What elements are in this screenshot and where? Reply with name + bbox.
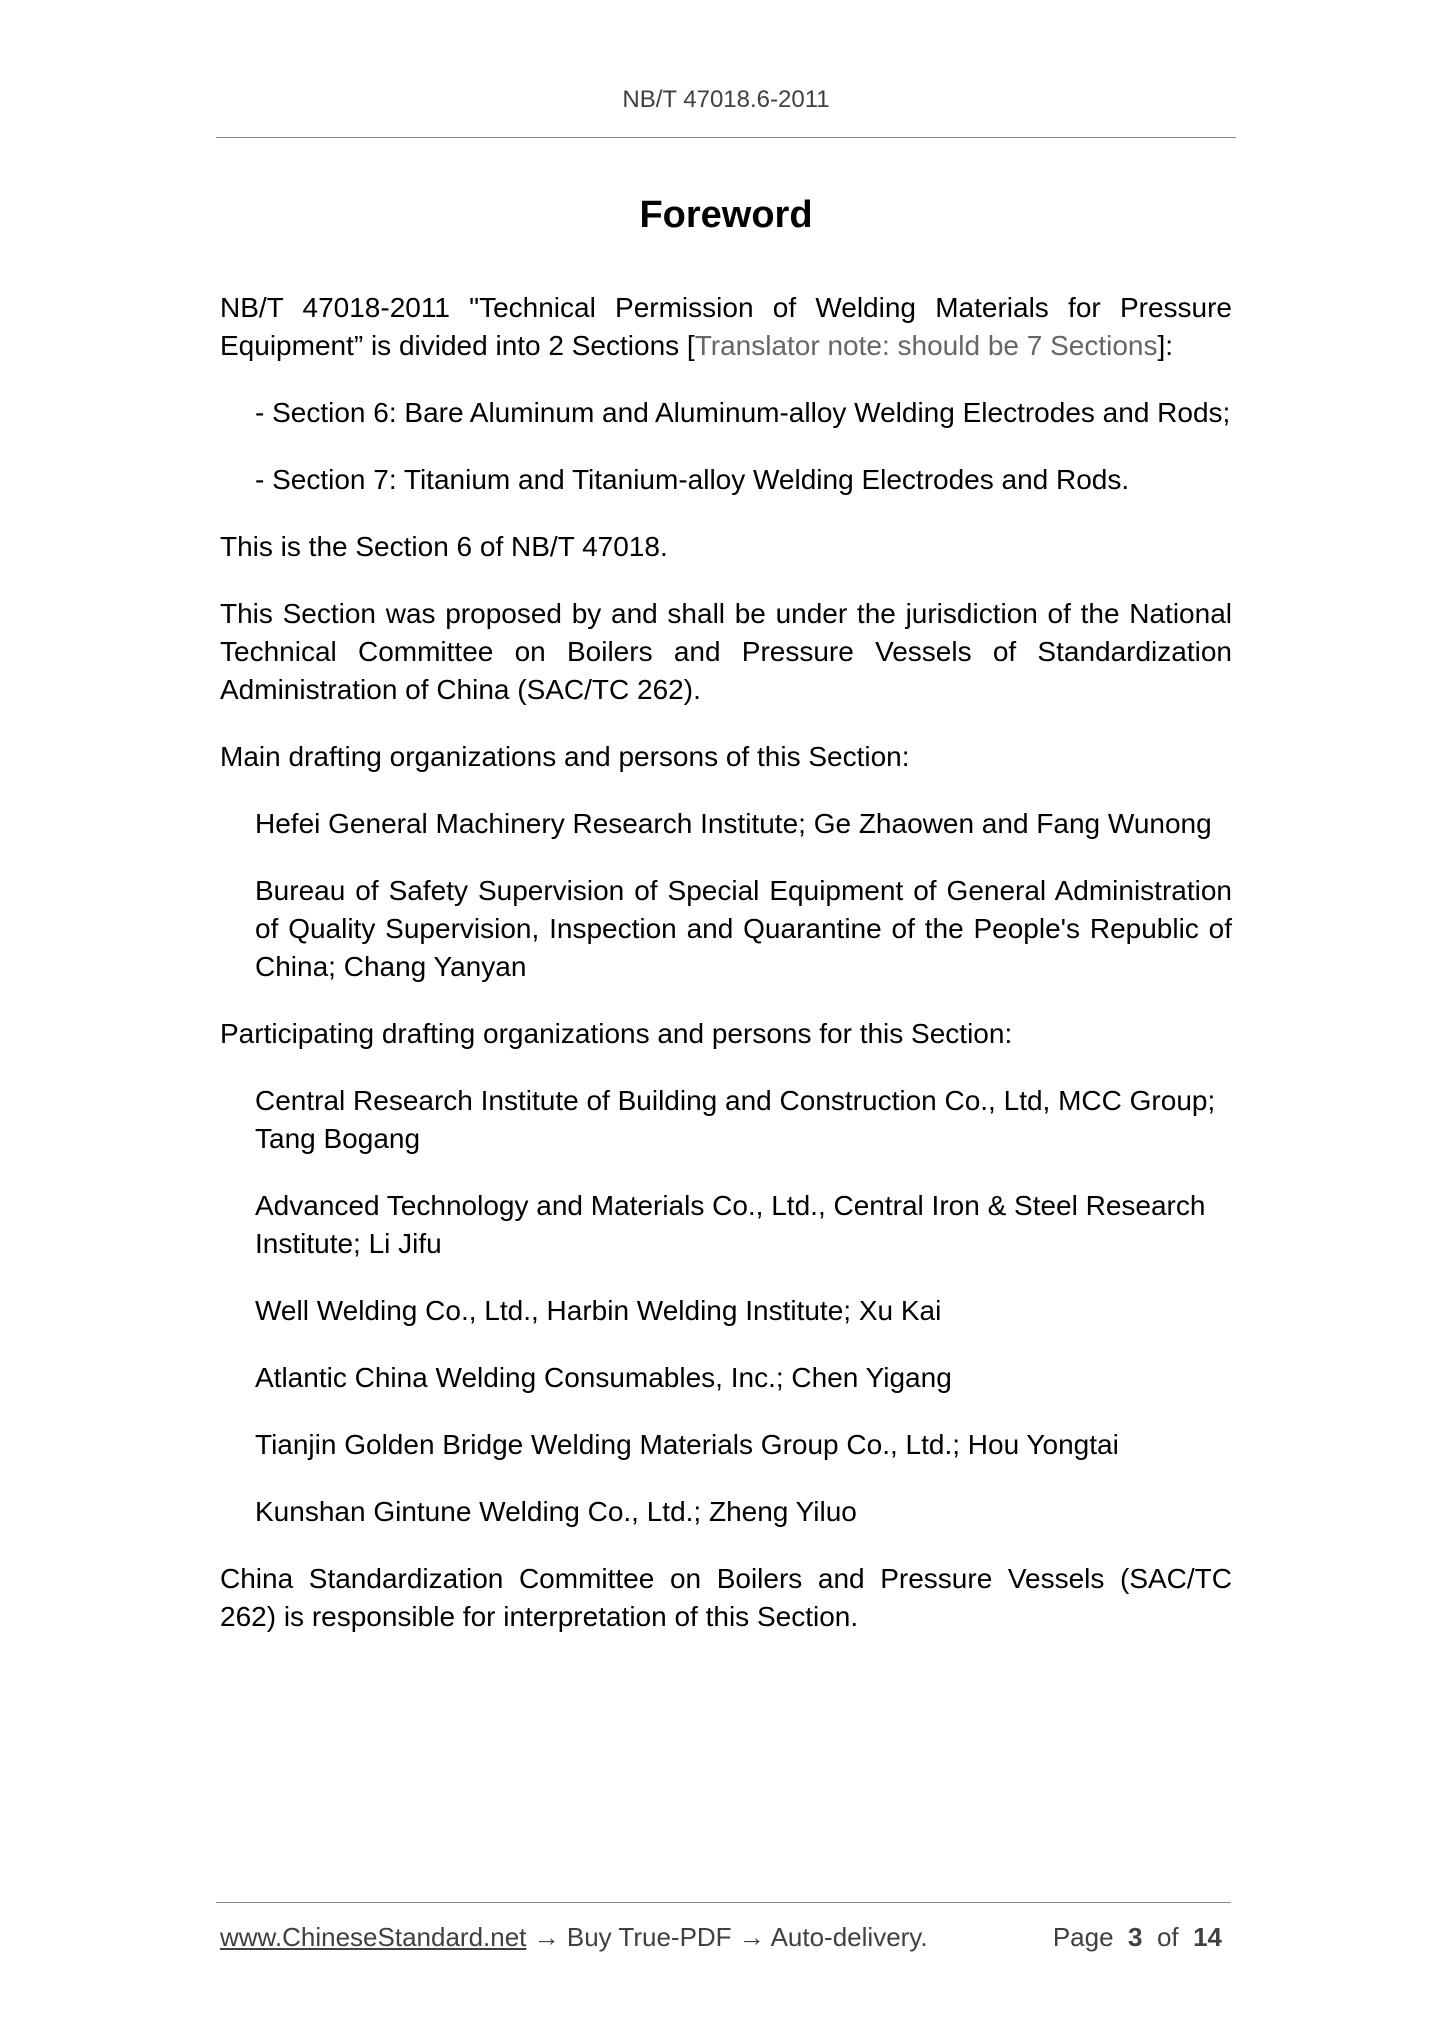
participating-org-item: Atlantic China Welding Consumables, Inc.; Chen Yigang	[255, 1362, 952, 1393]
page-number: 3	[1128, 1922, 1143, 1952]
footer-tagline: → Buy True-PDF → Auto-delivery.	[526, 1922, 928, 1952]
section-7-item: - Section 7: Titanium and Titanium-alloy Welding Electrodes and Rods.	[255, 464, 1130, 495]
intro-text: NB/T 47018-2011 "Technical Permission of Welding Materials for Pressure Equipment” is divided into 2 Sections [	[220, 292, 1232, 361]
main-org-item: Bureau of Safety Supervision of Special Equipment of General Administration of Quality Supervision, Inspection and Quarantine of the People's Republic of China; Chang Yanyan	[255, 875, 1232, 982]
translator-note: Translator note: should be 7 Sections	[694, 330, 1158, 361]
header-divider	[216, 137, 1236, 138]
header-doc-id: NB/T 47018.6-2011	[622, 86, 830, 113]
page-title: Foreword	[639, 194, 813, 236]
page-indicator	[1053, 1922, 1222, 1953]
footer	[220, 1922, 1232, 1953]
intro-paragraph	[220, 289, 1232, 365]
foreword-body	[220, 289, 1232, 1665]
of-label: of	[1156, 1922, 1179, 1952]
participating-org-item: Advanced Technology and Materials Co., Ltd., Central Iron & Steel Research Institute; Li Jifu	[255, 1190, 1206, 1259]
this-is-paragraph: This is the Section 6 of NB/T 47018.	[220, 531, 668, 562]
footer-divider	[216, 1902, 1231, 1903]
main-org-item: Hefei General Machinery Research Institute; Ge Zhaowen and Fang Wunong	[255, 808, 1212, 839]
participating-org-item: Well Welding Co., Ltd., Harbin Welding Institute; Xu Kai	[255, 1295, 942, 1326]
participating-org-item: Central Research Institute of Building and Construction Co., Ltd, MCC Group; Tang Bogang	[255, 1085, 1216, 1154]
main-drafting-heading: Main drafting organizations and persons of this Section:	[220, 741, 910, 772]
website-link[interactable]: www.ChineseStandard.net	[220, 1922, 527, 1952]
interpretation-paragraph: China Standardization Committee on Boilers and Pressure Vessels (SAC/TC 262) is responsible for interpretation of this Section.	[220, 1563, 1232, 1632]
proposed-paragraph: This Section was proposed by and shall be under the jurisdiction of the National Technical Committee on Boilers and Pressure Vessels of Standardization Administration of China (SAC/TC 262).	[220, 598, 1232, 705]
section-6-item: - Section 6: Bare Aluminum and Aluminum-alloy Welding Electrodes and Rods;	[255, 397, 1231, 428]
participating-org-item: Kunshan Gintune Welding Co., Ltd.; Zheng Yiluo	[255, 1496, 857, 1527]
participating-org-item: Tianjin Golden Bridge Welding Materials Group Co., Ltd.; Hou Yongtai	[255, 1429, 1119, 1460]
intro-text-end: ]:	[1157, 330, 1174, 361]
participating-heading: Participating drafting organizations and persons for this Section:	[220, 1018, 1013, 1049]
page-label: Page	[1052, 1922, 1114, 1952]
page-total: 14	[1193, 1922, 1222, 1952]
